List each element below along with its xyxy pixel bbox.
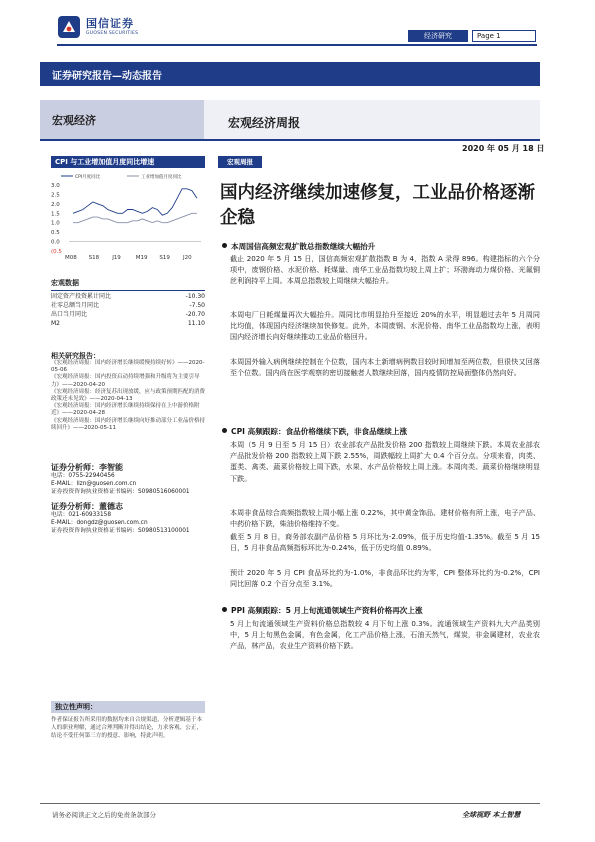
analyst-license: 证券投资咨询执业资格证书编码：S0980516060001 [51, 488, 190, 495]
stats-row: 固定资产投资累计同比 -10.30 [51, 293, 205, 300]
section-paragraph: 本周非食品综合高频指数较上周小幅上涨 0.22%，其中黄金饰品、建材价格有所上涨，电子产品、中药价格下跌，柴油价格维持不变。 [230, 508, 540, 529]
date-divider [40, 139, 540, 141]
disclaimer-text: 作者保证报告所采用的数据均来自合规渠道，分析逻辑基于本人的职业理解，通过合理判断并得出结论，力求客观、公正，结论不受任何第三方的授意、影响，特此声明。 [51, 717, 203, 740]
doc-type-tag: 经济研究 [408, 30, 468, 42]
related-report-item[interactable]: 《宏观经济周报：国内投资启动持续增强和升级将为主要引导力》——2020-04-20 [51, 374, 200, 388]
stats-table [51, 292, 205, 328]
analyst-heading: 证券分析师：董德志 [51, 502, 123, 511]
series-line [73, 189, 197, 215]
stats-row: 社零总额当月同比 -7.50 [51, 302, 205, 309]
analyst-email[interactable]: E-MAIL：dongdz@guosen.com.cn [51, 519, 148, 526]
category-label: 宏观经济 [52, 114, 96, 127]
section-paragraph: 5 月上旬流通领域生产资料价格总指数较 4 月下旬上涨 0.3%。流通领域生产资料九大产品类别中，5 月上旬黑色金属，有色金属，化工产品价格上涨，石油天然气，煤炭，非金属建材，农业农产品，林产品，农业生产资料价格下跌。 [230, 619, 540, 651]
x-tick-label: M19 [135, 255, 148, 261]
company-logo [57, 14, 138, 40]
disclaimer-head: 独立性声明： [51, 701, 205, 713]
series-line [73, 213, 197, 222]
section-paragraph: 本周电厂日耗煤量再次大幅抬升。周同比市明显抬升至接近 20%的水平，明显超过去年 5 月周同比均值，体现国内经济继续加快修复。此外，本周废钢、水泥价格、南华工业品指数均上涨，表明国内经济增长向好继续推动工业品价格回升。 [230, 310, 540, 342]
footer-slogan: 全球视野 本土智慧 [462, 811, 521, 819]
x-tick-label: J19 [112, 255, 121, 261]
series-title: 证券研究报告—动态报告 [52, 71, 162, 82]
report-title: 国内经济继续加速修复，工业品价格逐渐企稳 [220, 183, 535, 228]
report-kind: 宏观经济周报 [228, 116, 301, 130]
report-tag: 宏观周报 [218, 156, 262, 168]
stats-head: 宏观数据 [51, 278, 205, 291]
related-report-item[interactable]: 《宏观经济周报：国内经济增长继续缓慢持续好转》——2020-05-06 [51, 360, 205, 374]
header-divider [57, 44, 537, 46]
section-heading: 本周国信高频宏观扩散总指数继续大幅抬升 [222, 241, 375, 252]
related-reports-head: 相关研究报告： [51, 352, 100, 360]
y-tick-label: 1.0 [51, 220, 60, 227]
x-tick-label: J20 [183, 255, 192, 261]
company-name-en: GUOSEN SECURITIES [86, 30, 139, 36]
legend-label: CPI月度同比 [75, 175, 101, 180]
analyst-heading: 证券分析师：李智能 [51, 463, 123, 472]
y-tick-label: 0.5 [51, 230, 60, 237]
section-paragraph: 截止 2020 年 5 月 15 日，国信高频宏观扩散指数 B 为 4，指数 A 录得 896。构建指标的六个分项中，废钢价格、水泥价格、耗煤量、南华工业品指数均较上周上扩；环渤海动力煤价格、光氟铜丝利润持平上周。本周总指数较上周继续大幅抬升。 [230, 254, 540, 286]
analyst-phone: 电话：021-60933158 [51, 512, 112, 518]
y-tick-label: 0.0 [51, 239, 60, 246]
related-reports-list [51, 360, 205, 432]
section-paragraph: 本周国外输入病例继续控制在个位数，国内本土新增病例数目较时间增加至两位数，但很快又回落至个位数。国内尚在医学观察的密切接触者人数继续回落，国内疫情防控局面整体仍然向好。 [230, 357, 540, 378]
section-heading: CPI 高频跟踪：食品价格继续下跌，非食品继续上涨 [222, 426, 407, 437]
legend-label: 工业增加值月度同比 [141, 175, 182, 180]
analyst-phone: 电话：0755-22940456 [51, 473, 115, 479]
chart-svg [51, 171, 205, 261]
cpi-industry-chart [51, 171, 205, 261]
analyst-license: 证券投资咨询执业资格证书编码：S0980513100001 [51, 527, 190, 534]
analyst-email[interactable]: E-MAIL：lizn@guosen.com.cn [51, 480, 137, 487]
bullet-icon [222, 243, 227, 248]
bullet-icon [222, 428, 227, 433]
stats-row: 出口当月同比 -20.70 [51, 311, 205, 318]
related-report-item[interactable]: 《宏观经济周报：国内经济增长继续向好推动部分工业品价格持续回升》——2020-05-11 [51, 417, 206, 431]
footer-disclaimer-link: 请务必阅读正文之后的免责条款部分 [52, 811, 156, 819]
footer-divider [40, 803, 540, 804]
related-report-item[interactable]: 《宏观经济周报：经济复苏出现放缓，应与政策预期匹配的消费政策还未见效》——2020-04-13 [51, 388, 206, 403]
guosen-logo-icon [57, 15, 81, 39]
y-tick-label: 2.5 [51, 192, 60, 199]
stats-row: M2 11.10 [51, 320, 205, 327]
x-tick-label: S19 [159, 255, 170, 261]
analyst-block [51, 462, 205, 496]
x-tick-label: M08 [65, 255, 77, 261]
y-tick-label: 1.5 [51, 211, 60, 218]
section-paragraph: 本周（5 月 9 日至 5 月 15 日）农业部农产品批发价格 200 指数较上周继续下跌。本周农业部农产品批发价格 200 指数较上周下跌 2.55%，周跌幅较上周扩大 0.4 个百分点。分项来看，肉类、蛋类、禽类、蔬菜价格较上周下跌，水果、水产品价格较上周上涨。本周肉类、蔬菜价格继续明显下跌。 [230, 440, 540, 483]
analyst-block [51, 501, 205, 535]
bullet-icon [222, 607, 227, 612]
section-paragraph: 预计 2020 年 5 月 CPI 食品环比约为-1.0%，非食品环比约为零，CPI 整体环比约为-0.2%，CPI 同比回落 0.2 个百分点至 3.1%。 [230, 568, 540, 589]
x-tick-label: S18 [88, 255, 100, 261]
page-number: Page 1 [472, 30, 536, 42]
section-paragraph: 截至 5 月 8 日，商务部农副产品价格 5 月环比为-2.09%，低于历史均值-1.35%。截至 5 月 15 日，5 月非食品高频指标环比为-0.24%，低于历史均值 0.89%。 [230, 532, 540, 553]
y-tick-label: (0.5 [51, 249, 62, 255]
company-name-cn: 国信证券 [86, 16, 134, 30]
y-tick-label: 3.0 [51, 183, 60, 189]
related-report-item[interactable]: 《宏观经济周报：国内经济增长继续持续保持在上中游价格附近》——2020-04-28 [51, 403, 200, 417]
report-date: 2020 年 05 月 18 日 [462, 144, 545, 153]
y-tick-label: 2.0 [51, 201, 60, 208]
chart-title: CPI 与工业增加值月度同比增速 [51, 156, 205, 168]
section-heading: PPI 高频跟踪：5 月上旬流通领域生产资料价格再次上涨 [222, 605, 423, 616]
